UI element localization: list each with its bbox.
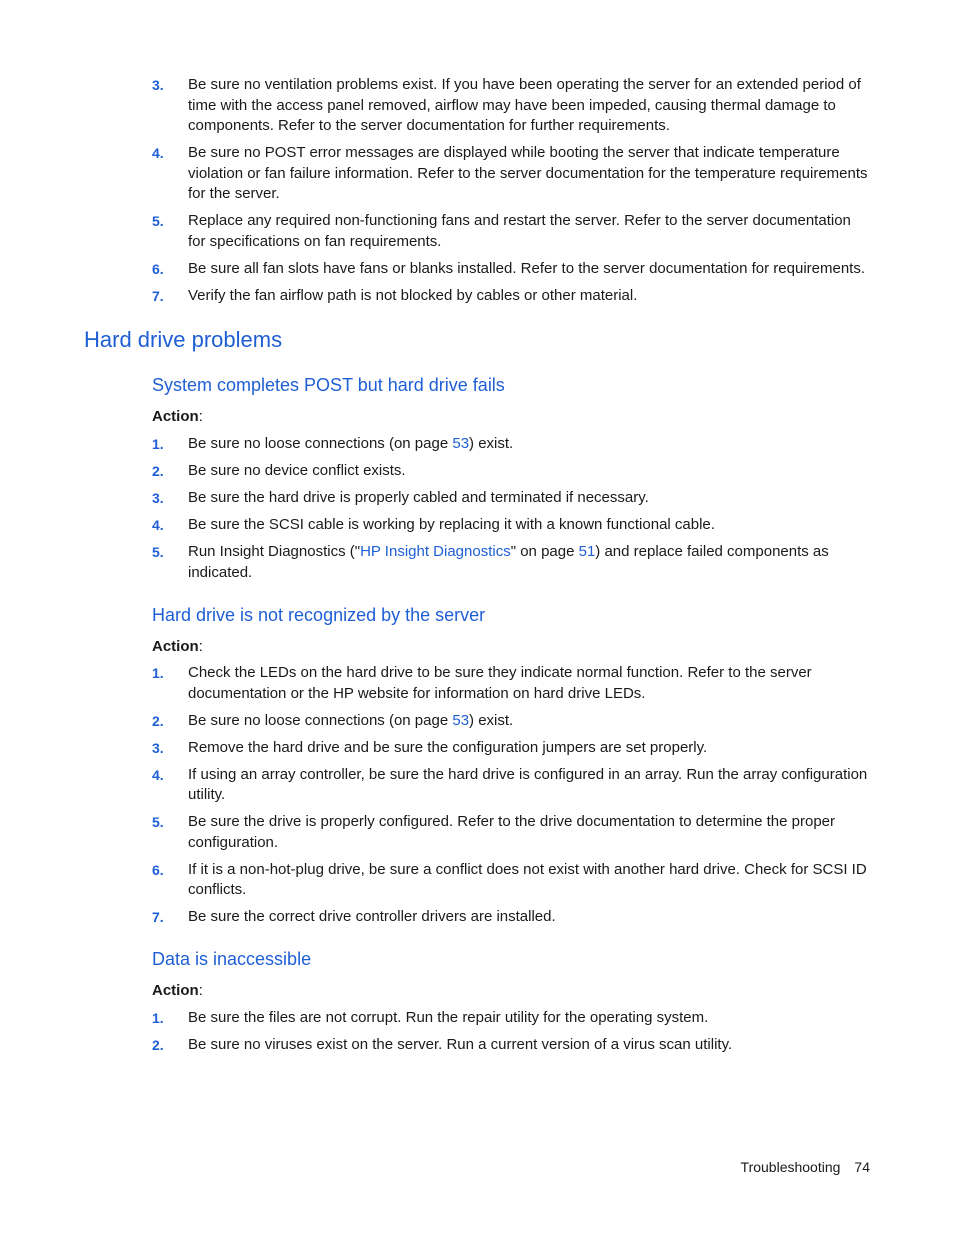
- page-link[interactable]: 53: [452, 435, 470, 452]
- list-item: 3. Remove the hard drive and be sure the configuration jumpers are set properly.: [152, 738, 708, 756]
- list-item: 6. If it is a non-hot-plug drive, be sure a conflict does not exist with another hard drive. Check for SCSI ID conflicts.: [152, 860, 867, 898]
- subsection-title-data-inaccessible: Data is inaccessible: [152, 949, 312, 969]
- data-inaccessible-steps: [152, 1008, 872, 1062]
- list-item: 1. Be sure the files are not corrupt. Run the repair utility for the operating system.: [152, 1009, 709, 1026]
- list-item: 1. Be sure no loose connections (on page 53) exist.: [152, 435, 514, 452]
- list-item: 7. Be sure the correct drive controller drivers are installed.: [152, 908, 556, 925]
- post-drive-fails-steps: [152, 434, 872, 590]
- list-item: 2. Be sure no device conflict exists.: [152, 462, 406, 479]
- action-label: Action:: [152, 638, 203, 655]
- list-item: 2. Be sure no loose connections (on page 53) exist.: [152, 711, 514, 729]
- list-item: 4. Be sure no POST error messages are displayed while booting the server that indicate temperature violation or fan failure information. Refer to the server documentation for the temperature requirements for the server.: [152, 144, 868, 202]
- fan-checklist: [152, 75, 872, 313]
- subsection-title-drive-not-recognized: Hard drive is not recognized by the server: [152, 605, 486, 625]
- list-item: 3. Be sure the hard drive is properly cabled and terminated if necessary.: [152, 489, 649, 506]
- section-title: Hard drive problems: [84, 327, 283, 352]
- list-item: 5. Replace any required non-functioning fans and restart the server. Refer to the server documentation for specifications on fan requirements.: [152, 212, 851, 250]
- list-item: 7. Verify the fan airflow path is not blocked by cables or other material.: [152, 286, 638, 304]
- subsection-title-post-drive-fails: System completes POST but hard drive fails: [152, 375, 505, 395]
- page-link[interactable]: 51: [578, 543, 596, 560]
- list-item: 5. Run Insight Diagnostics ("HP Insight Diagnostics" on page 51) and replace failed components as indicated.: [152, 543, 829, 581]
- drive-not-recognized-steps: [152, 663, 872, 934]
- list-item: 4. Be sure the SCSI cable is working by replacing it with a known functional cable.: [152, 516, 715, 533]
- footer-section-name: Troubleshooting: [740, 1159, 841, 1175]
- list-item: 4. If using an array controller, be sure the hard drive is configured in an array. Run the array configuration utility.: [152, 765, 868, 803]
- list-item: 2. Be sure no viruses exist on the server. Run a current version of a virus scan utility.: [152, 1036, 733, 1053]
- page-footer: [741, 1157, 870, 1177]
- page-link[interactable]: 53: [452, 711, 470, 729]
- list-item: 5. Be sure the drive is properly configured. Refer to the drive documentation to determine the proper configuration.: [152, 813, 836, 851]
- list-item: 1. Check the LEDs on the hard drive to be sure they indicate normal function. Refer to the server documentation or the HP website for information on hard drive LEDs.: [152, 664, 812, 702]
- action-label: Action:: [152, 982, 203, 999]
- action-label: Action:: [152, 408, 203, 425]
- page-number: 74: [854, 1159, 870, 1175]
- list-item: 6. Be sure all fan slots have fans or blanks installed. Refer to the server documentation for requirements.: [152, 259, 866, 277]
- insight-diagnostics-link[interactable]: HP Insight Diagnostics: [360, 543, 511, 560]
- list-item: 3. Be sure no ventilation problems exist. If you have been operating the server for an extended period of time with the access panel removed, airflow may have been impeded, causing thermal damage to components. Refer to the server documentation for further requirements.: [152, 76, 861, 134]
